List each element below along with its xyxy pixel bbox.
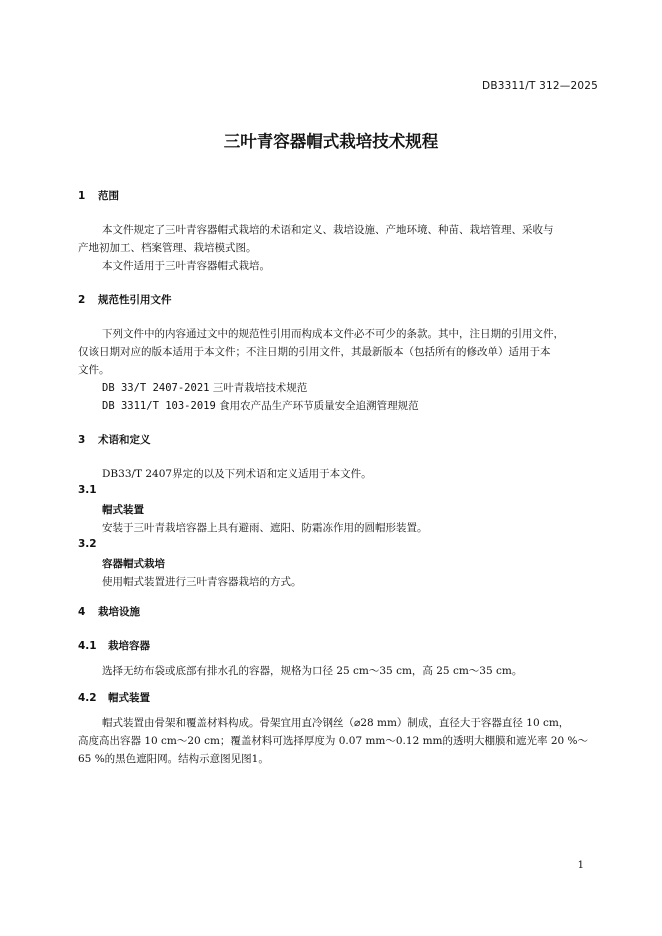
reference-title: 三叶青栽培技术规范 (212, 382, 308, 394)
paragraph-line: 产地初加工、档案管理、栽培模式图。 (78, 242, 257, 254)
section-title: 栽培设施 (98, 606, 140, 618)
section-1-heading (78, 188, 119, 203)
paragraph-line: 下列文件中的内容通过文中的规范性引用而构成本文件必不可少的条款。其中，注日期的引用文件， (102, 328, 564, 340)
paragraph-line: 65 %的黑色遮阳网。结构示意图见图1。 (78, 753, 269, 765)
section-title: 范围 (98, 190, 119, 202)
subsection-4-1-heading (78, 638, 150, 653)
section-number: 1 (78, 190, 86, 202)
paragraph-line: 高度高出容器 10 cm～20 cm；覆盖材料可选择厚度为 0.07 mm～0.12 mm的透明大棚膜和遮光率 20 %～ (78, 735, 589, 747)
document-title: 三叶青容器帽式栽培技术规程 (223, 132, 439, 151)
paragraph-line: 本文件规定了三叶青容器帽式栽培的术语和定义、栽培设施、产地环境、种苗、栽培管理、采收与 (102, 224, 554, 236)
paragraph-line: 仅该日期对应的版本适用于本文件；不注日期的引用文件，其最新版本（包括所有的修改单）适用于本 (78, 346, 551, 358)
section-title: 术语和定义 (98, 434, 151, 446)
section-number: 4 (78, 606, 86, 618)
section-3-heading (78, 432, 151, 447)
subsection-4-2-heading (78, 690, 150, 705)
term-number: 3.1 (78, 484, 97, 496)
subsection-title: 栽培容器 (108, 640, 150, 652)
section-number: 2 (78, 294, 86, 306)
term-definition: 安装于三叶青栽培容器上具有避雨、遮阳、防霜冻作用的圆帽形装置。 (102, 522, 428, 534)
section-title: 规范性引用文件 (98, 294, 172, 306)
subsection-number: 4.2 (78, 692, 97, 704)
section-number: 3 (78, 434, 86, 446)
term-number: 3.2 (78, 538, 97, 550)
reference-item (102, 380, 307, 395)
reference-title: 食用农产品生产环节质量安全追溯管理规范 (219, 400, 419, 412)
paragraph-line: 本文件适用于三叶青容器帽式栽培。 (102, 260, 270, 272)
subsection-title: 帽式装置 (108, 692, 150, 704)
term-name: 帽式装置 (102, 504, 144, 516)
subsection-number: 4.1 (78, 640, 97, 652)
paragraph-line: DB33/T 2407界定的以及下列术语和定义适用于本文件。 (102, 468, 372, 480)
section-4-heading (78, 604, 140, 619)
reference-code: DB 33/T 2407-2021 (102, 382, 210, 394)
term-name: 容器帽式栽培 (102, 558, 165, 570)
page-number: 1 (577, 860, 584, 871)
section-2-heading (78, 292, 172, 307)
document-code: DB3311/T 312—2025 (482, 80, 598, 92)
term-definition: 使用帽式装置进行三叶青容器栽培的方式。 (102, 576, 302, 588)
paragraph-line: 选择无纺布袋或底部有排水孔的容器，规格为口径 25 cm～35 cm，高 25 cm～35 cm。 (102, 665, 523, 677)
reference-code: DB 3311/T 103-2019 (102, 400, 216, 412)
paragraph-line: 文件。 (78, 364, 110, 376)
reference-item (102, 398, 419, 413)
paragraph-line: 帽式装置由骨架和覆盖材料构成。骨架宜用直冷钢丝（⌀28 mm）制成，直径大于容器直径 10 cm， (102, 717, 570, 729)
